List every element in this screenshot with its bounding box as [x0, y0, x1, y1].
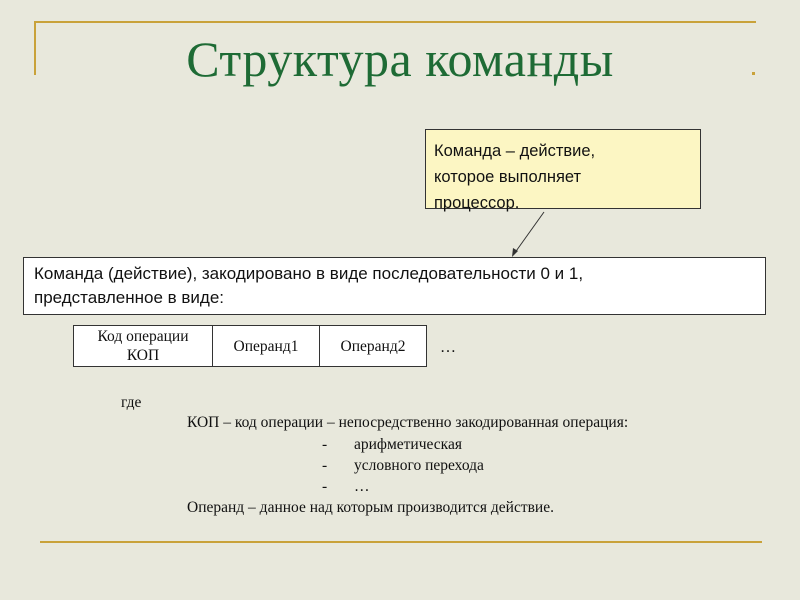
opcode-abbrev: КОП	[126, 347, 160, 364]
list-item-arithmetic: арифметическая	[354, 436, 462, 453]
definition-box	[23, 257, 766, 315]
definition-line-1: Команда (действие), закодировано в виде последовательности 0 и 1,	[34, 264, 584, 283]
table-row	[74, 326, 427, 367]
kop-definition: КОП – код операции – непосредственно закодированная операция:	[187, 414, 629, 431]
where-label: где	[121, 394, 142, 411]
slide-title: Структура команды	[186, 31, 614, 87]
command-format-table	[73, 325, 427, 367]
definition-line-2: представленное в виде:	[34, 288, 225, 307]
opcode-label: Код операции	[97, 328, 189, 345]
list-bullet: -	[322, 436, 328, 453]
note-line-3: процессор.	[434, 194, 520, 212]
list-bullet: -	[322, 478, 328, 495]
table-ellipsis: …	[440, 339, 456, 356]
list-item-conditional-jump: условного перехода	[354, 457, 484, 474]
list-bullet: -	[322, 457, 328, 474]
opcode-cell	[74, 326, 213, 367]
operand2-cell: Операнд2	[320, 326, 427, 367]
note-line-1: Команда – действие,	[434, 142, 596, 160]
operand1-cell: Операнд1	[213, 326, 320, 367]
list-item-ellipsis: …	[354, 478, 370, 495]
note-line-2: которое выполняет	[434, 168, 582, 186]
operand-definition: Операнд – данное над которым производится действие.	[187, 499, 554, 516]
